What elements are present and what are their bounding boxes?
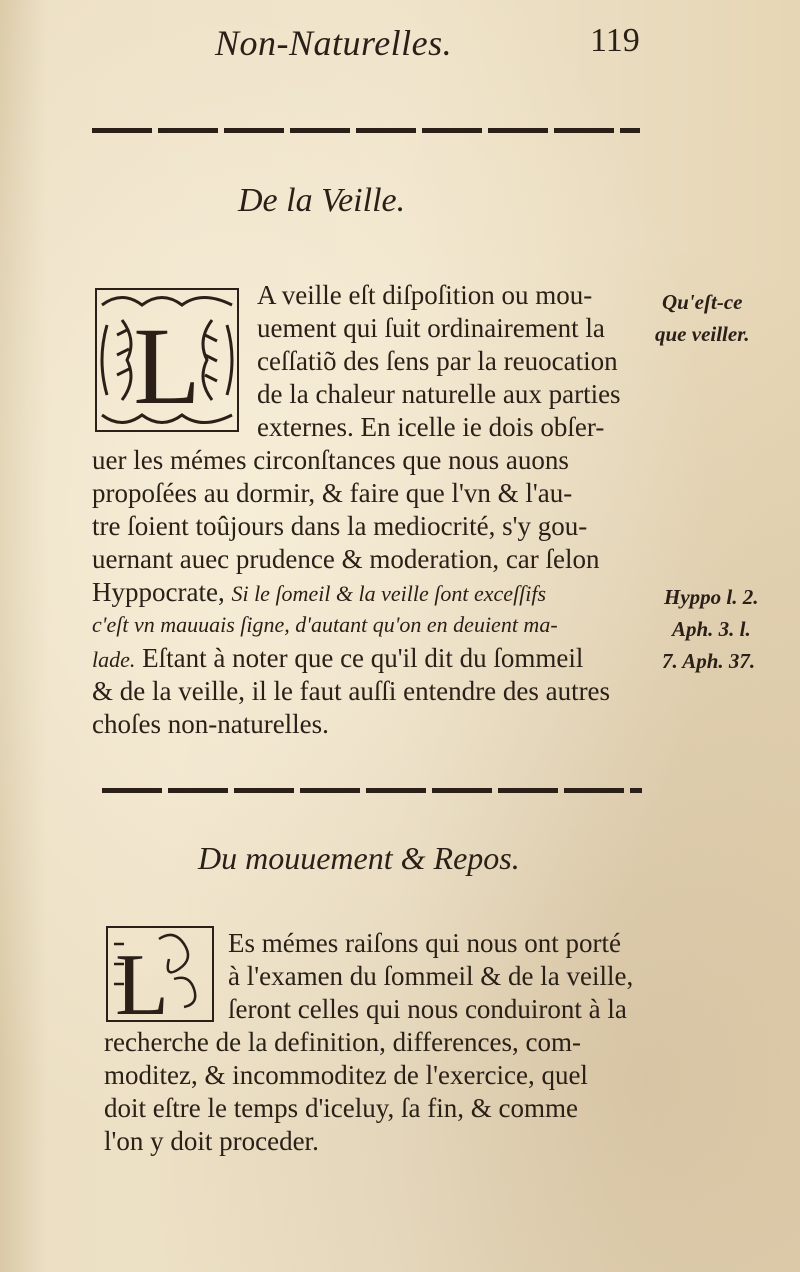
quotation-part-3: lade. [92, 647, 136, 672]
margin-note-definition-line-1: Qu'eſt-ce [662, 290, 743, 314]
text-line: propoſées au dormir, & faire que l'vn & l'au- [92, 478, 573, 508]
text-line: & de la veille, il le faut auſſi entendre des autres [92, 676, 611, 706]
quotation-part-2: c'eſt vn mauuais ſigne, d'autant qu'on en deuient ma- [92, 612, 558, 637]
foliage-ornament-icon [92, 285, 242, 435]
text-line: recherche de la definition, differences, com- [104, 1027, 582, 1057]
text-line: Es mémes raiſons qui nous ont porté [228, 928, 621, 958]
text-line-hyppocrate [92, 577, 546, 609]
page-number: 119 [590, 22, 640, 59]
ornamental-rule-top [92, 128, 640, 133]
initial-letter-2: L [115, 937, 169, 1024]
decorated-initial-l-2 [104, 924, 216, 1024]
text-line: ſeront celles qui nous conduiront à la [228, 994, 627, 1024]
text-line: de la chaleur naturelle aux parties [257, 379, 621, 409]
ornamental-rule-middle [102, 788, 642, 793]
margin-note-reference-line-3: 7. Aph. 37. [662, 649, 756, 673]
text-line: à l'examen du ſommeil & de la veille, [228, 961, 634, 991]
initial-letter-1: L [133, 305, 201, 427]
text-line: tre ſoient toûjours dans la mediocrité, s'y gou- [92, 511, 588, 541]
text-line: choſes non-naturelles. [92, 709, 329, 739]
margin-note-definition-line-2: que veiller. [655, 322, 750, 346]
text-line: uernant auec prudence & moderation, car ſelon [92, 544, 600, 574]
text-line: externes. En icelle ie dois obſer- [257, 412, 605, 442]
text-line: moditez, & incommoditez de l'exercice, quel [104, 1060, 588, 1090]
quotation-part-1: Si le ſomeil & la veille ſont exceſſifs [231, 581, 547, 606]
text-line: l'on y doit proceder. [104, 1126, 319, 1156]
section-heading-mouuement: Du mouuement & Repos. [198, 840, 520, 876]
section-heading-veille: De la Veille. [238, 182, 406, 219]
margin-note-reference-line-1: Hyppo l. 2. [664, 585, 759, 609]
text-line: uer les mémes circonſtances que nous auons [92, 445, 569, 475]
text-line: doit eſtre le temps d'iceluy, ſa fin, & comme [104, 1093, 578, 1123]
text-span: Eſtant à noter que ce qu'il dit du ſommeil [135, 643, 584, 673]
text-line-estant [92, 643, 583, 675]
text-line: uement qui ſuit ordinairement la [257, 313, 605, 343]
text-line: A veille eſt diſpoſition ou mou- [257, 280, 593, 310]
margin-note-reference-line-2: Aph. 3. l. [672, 617, 751, 641]
scroll-ornament-icon [104, 924, 216, 1024]
text-line: ceſſatiõ des ſens par la reuocation [257, 346, 618, 376]
decorated-initial-l [92, 285, 242, 435]
author-name: Hyppocrate, [92, 577, 232, 607]
running-title: Non-Naturelles. [215, 23, 453, 63]
